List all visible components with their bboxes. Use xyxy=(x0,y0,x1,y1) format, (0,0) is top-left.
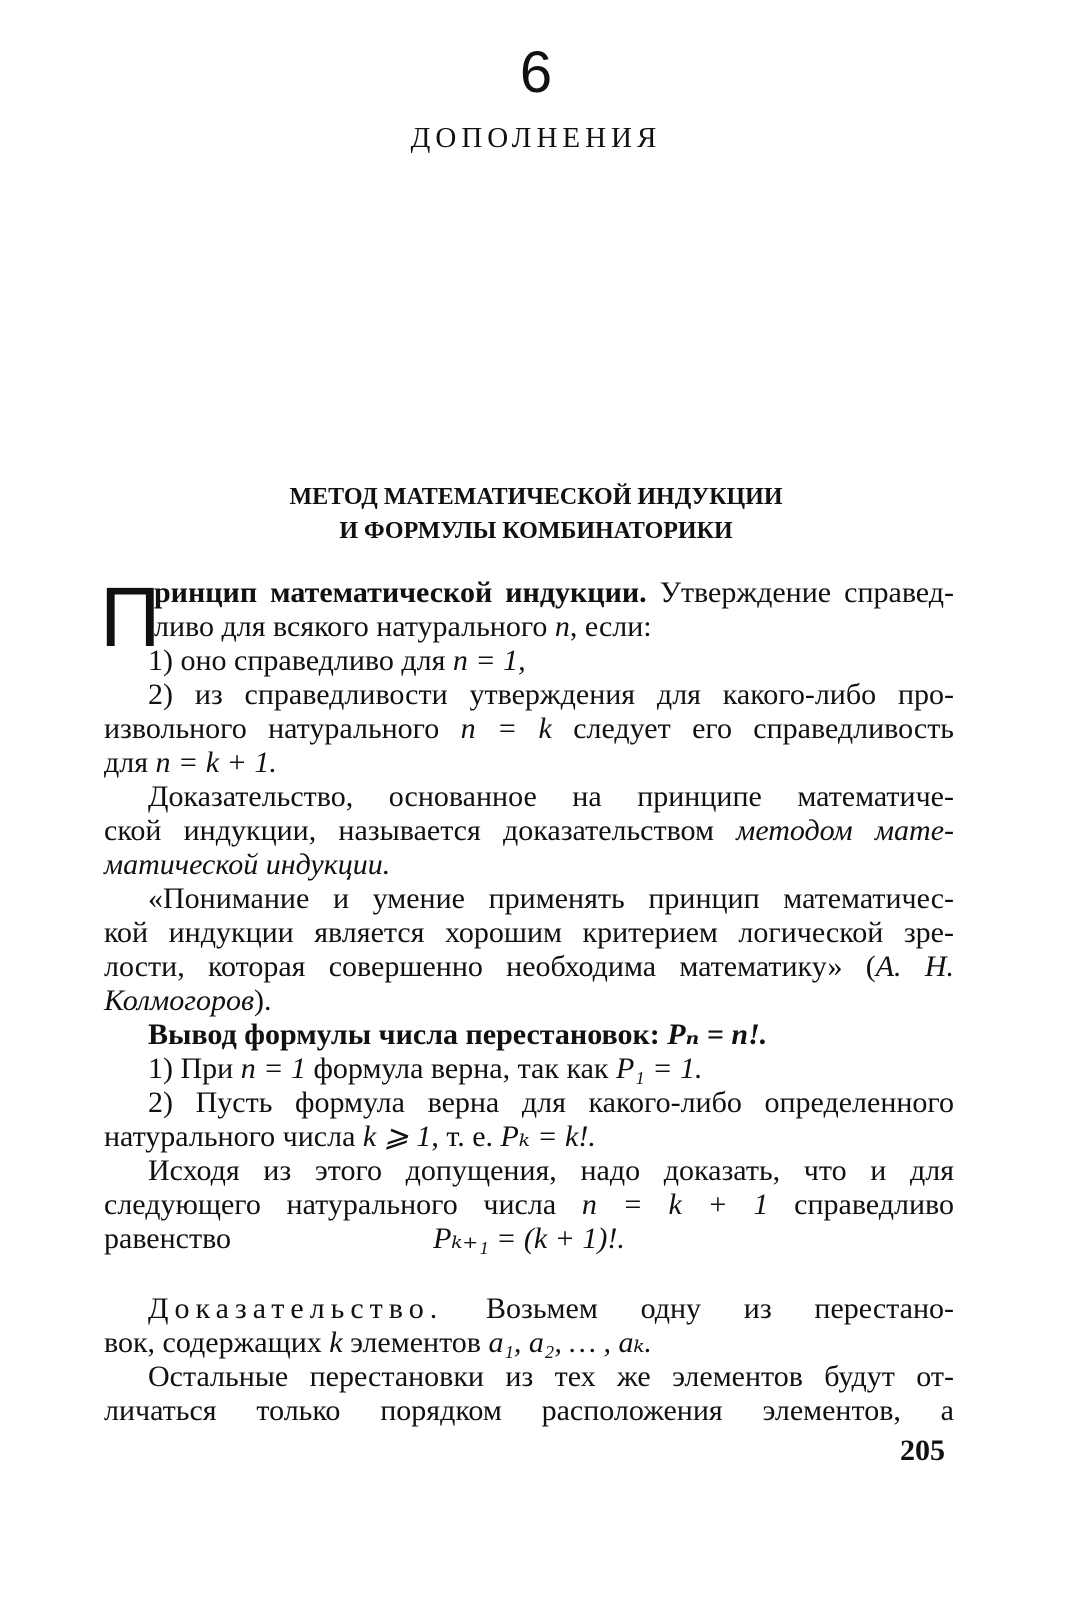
text-run: ). xyxy=(254,984,272,1017)
chapter-number: 6 xyxy=(519,40,553,105)
paragraph-induction-principle xyxy=(154,576,954,644)
text-line xyxy=(104,1188,954,1222)
math-expr: k ⩾ 1 xyxy=(362,1120,432,1153)
text-run: 1) оно справедливо для xyxy=(148,644,453,677)
text-line xyxy=(104,780,954,814)
math-expr: n = k xyxy=(460,712,552,745)
drop-cap: П xyxy=(100,570,161,664)
italic-term: матической индукции. xyxy=(104,848,391,881)
formula-line xyxy=(104,1222,954,1256)
text-line xyxy=(104,1326,954,1360)
italic-term: Колмогоров xyxy=(104,984,254,1017)
text-run: личаться только порядком расположения элементов, а xyxy=(104,1394,954,1427)
text-run: натурального числа xyxy=(104,1120,363,1153)
text-line xyxy=(104,1018,954,1052)
math-expr: P₁ = 1. xyxy=(615,1052,703,1085)
page-number: 205 xyxy=(900,1434,945,1467)
text-line xyxy=(104,814,954,848)
text-line xyxy=(104,1292,954,1326)
text-line xyxy=(104,916,954,950)
text-run: для xyxy=(104,746,156,779)
math-var: k xyxy=(329,1326,343,1359)
text-run: , т. е. xyxy=(431,1120,501,1153)
text-run: кой индукции является хорошим критерием логической зре- xyxy=(104,916,954,949)
text-run: , если: xyxy=(569,610,652,643)
text-line xyxy=(104,984,954,1018)
proof-text xyxy=(104,1292,954,1428)
text-run: справедливо xyxy=(768,1188,954,1221)
text-run: равенство xyxy=(104,1222,232,1255)
section-title-line-2: И ФОРМУЛЫ КОМБИНАТОРИКИ xyxy=(339,518,733,544)
math-expr: Pₙ = n!. xyxy=(667,1018,768,1051)
spaced-term: Доказательство. xyxy=(148,1292,444,1325)
text-run: 1) При xyxy=(148,1052,241,1085)
text-line xyxy=(104,746,954,780)
text-line xyxy=(104,1154,954,1188)
text-line xyxy=(104,644,954,678)
text-run: Возьмем одну из перестано- xyxy=(443,1292,954,1325)
section-title-line-1: МЕТОД МАТЕМАТИЧЕСКОЙ ИНДУКЦИИ xyxy=(289,484,783,510)
text-run: 2) из справедливости утверждения для какого-либо про- xyxy=(148,678,954,711)
text-run: вок, содержащих xyxy=(104,1326,330,1359)
text-line xyxy=(104,1086,954,1120)
text-line xyxy=(104,712,954,746)
text-run: элементов xyxy=(342,1326,489,1359)
text-run: извольного натурального xyxy=(104,712,461,745)
math-expr: n = 1, xyxy=(452,644,526,677)
text-line xyxy=(154,576,954,610)
text-run: следующего натурального числа xyxy=(104,1188,582,1221)
bold-term: Вывод формулы числа перестановок: xyxy=(148,1018,668,1051)
text-run: формула верна, так как xyxy=(305,1052,616,1085)
text-run: следует его справедливость xyxy=(551,712,954,745)
math-expr: n = 1 xyxy=(240,1052,306,1085)
text-run: Остальные перестановки из тех же элементов будут от- xyxy=(148,1360,954,1393)
text-run: Утверждение справед- xyxy=(646,576,954,609)
text-run: лости, которая совершенно необходима математику» ( xyxy=(104,950,876,983)
bold-term: ринцип математической индукции. xyxy=(154,576,647,609)
section-title xyxy=(0,480,1072,548)
text-run: «Понимание и умение применять принцип математичес- xyxy=(148,882,954,915)
italic-term: методом мате- xyxy=(736,814,954,847)
text-line xyxy=(104,1394,954,1428)
math-expr: n = k + 1 xyxy=(581,1188,769,1221)
text-run: ливо для всякого натурального xyxy=(154,610,555,643)
text-line xyxy=(104,882,954,916)
text-line xyxy=(104,950,954,984)
text-line xyxy=(154,610,954,644)
text-line xyxy=(104,848,954,882)
text-line xyxy=(104,1360,954,1394)
text-line xyxy=(104,678,954,712)
text-run: 2) Пусть формула верна для какого-либо определенного xyxy=(148,1086,954,1119)
text-run: Доказательство, основанное на принципе математиче- xyxy=(148,780,954,813)
main-text xyxy=(104,644,954,1256)
math-expr: n = k + 1. xyxy=(155,746,277,779)
text-run: ской индукции, называется доказательством xyxy=(104,814,737,847)
text-run: Исходя из этого допущения, надо доказать, что и для xyxy=(148,1154,954,1187)
text-line xyxy=(104,1052,954,1086)
math-var: n xyxy=(554,610,570,643)
math-expr: Pₖ₊₁ = (k + 1)!. xyxy=(433,1222,625,1255)
italic-term: А. Н. xyxy=(875,950,955,983)
text-line xyxy=(104,1120,954,1154)
math-expr: Pₖ = k!. xyxy=(500,1120,596,1153)
chapter-title: ДОПОЛНЕНИЯ xyxy=(410,122,662,154)
display-formula xyxy=(104,1222,954,1256)
math-expr: a₁, a₂, … , aₖ. xyxy=(488,1326,652,1359)
